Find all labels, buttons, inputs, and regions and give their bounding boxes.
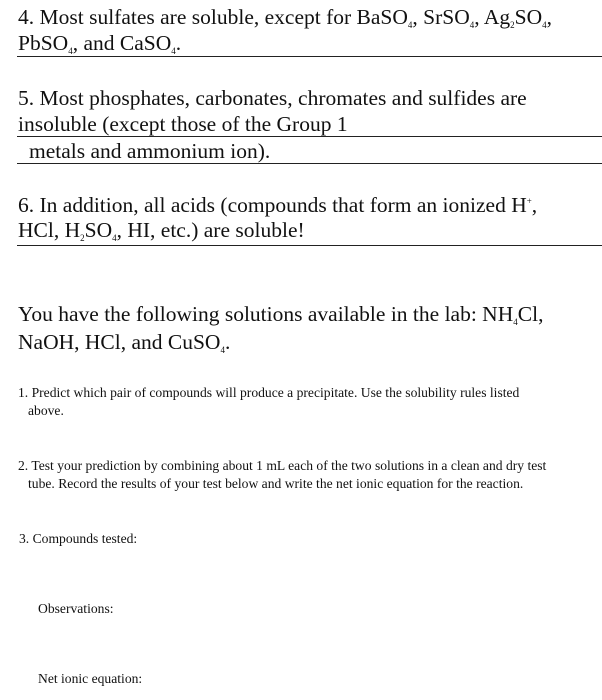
rule6-line2-text: , HI, etc.) are soluble! [116, 218, 305, 242]
subscript: 2 [80, 233, 85, 243]
question-2-line2: tube. Record the results of your test below and write the net ionic equation for the reaction. [28, 476, 524, 491]
underline-rule4 [17, 56, 602, 57]
question-3-label: 3. Compounds tested: [19, 531, 138, 546]
rule4-line1-text: , Ag [474, 5, 511, 29]
rule5-line3: metals and ammonium ion). [29, 139, 271, 163]
subscript: 2 [510, 20, 515, 30]
underline-rule6 [17, 245, 602, 246]
rule6-line2-text: SO [84, 218, 113, 242]
question-1-line2: above. [28, 403, 64, 418]
rule4-line2-text: , and CaSO [72, 31, 172, 55]
rule6-line1 [18, 195, 537, 217]
subscript: 4 [112, 233, 117, 243]
question-2-line1: 2. Test your prediction by combining about 1 mL each of the two solutions in a clean and dry test [18, 458, 547, 473]
rule4-line1-text: 4. Most sulfates are soluble, except for BaSO [18, 5, 408, 29]
subscript: 4 [469, 20, 475, 30]
rule6-line1-text: , [531, 193, 538, 217]
rule6-line2 [18, 220, 305, 242]
solutions-line1 [18, 304, 543, 326]
solutions-line1-text: You have the following solutions available in the lab: NH [18, 302, 514, 326]
solutions-line2-text: NaOH, HCl, and CuSO [18, 330, 221, 354]
rule5-line2: insoluble (except those of the Group 1 [18, 112, 348, 136]
subscript: 4 [220, 345, 225, 355]
rule4-line1-text: , [546, 5, 552, 29]
rule4-line2-text: PbSO [18, 31, 69, 55]
solutions-line2 [18, 332, 230, 354]
rule4-line2-text: . [175, 31, 182, 55]
underline-rule5-b [17, 163, 602, 164]
solutions-line1-text: Cl, [517, 302, 544, 326]
rule4-line2 [18, 33, 181, 55]
rule4-line1-text: , SrSO [412, 5, 470, 29]
solutions-line2-text: . [224, 330, 231, 354]
rule6-line2-text: HCl, H [18, 218, 81, 242]
subscript: 4 [171, 46, 176, 56]
rule4-line1-text: SO [514, 5, 543, 29]
superscript: + [526, 196, 532, 206]
rule5-line1: 5. Most phosphates, carbonates, chromates and sulfides are [18, 86, 527, 110]
underline-rule5-a [17, 136, 602, 137]
question-1-line1: 1. Predict which pair of compounds will produce a precipitate. Use the solubility rules listed [18, 385, 520, 400]
subscript: 4 [513, 317, 518, 327]
rule6-line1-text: 6. In addition, all acids (compounds that form an ionized H [18, 193, 527, 217]
subscript: 4 [542, 20, 547, 30]
subscript: 4 [68, 46, 73, 56]
rule4-line1 [18, 7, 552, 29]
subscript: 4 [407, 20, 413, 30]
net-ionic-equation-label: Net ionic equation: [38, 671, 143, 686]
observations-label: Observations: [38, 601, 114, 616]
